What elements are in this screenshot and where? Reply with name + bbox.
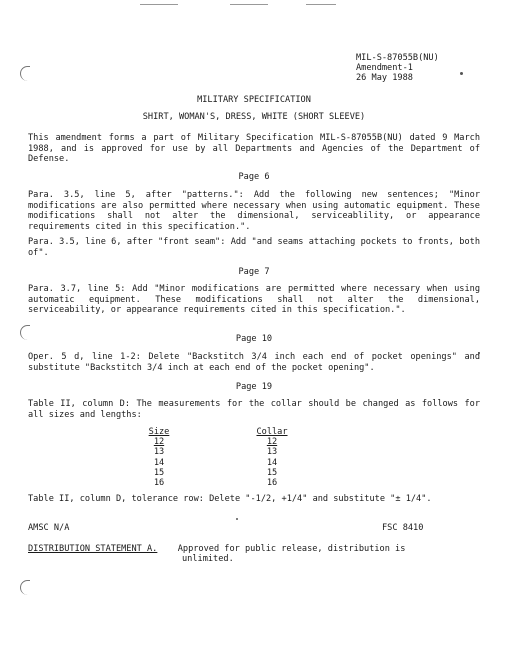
table-cell: 14 xyxy=(153,457,165,468)
punch-hole-mark xyxy=(20,580,30,595)
distribution-statement xyxy=(28,544,405,555)
table-row xyxy=(140,458,292,468)
table-cell: 13 xyxy=(153,447,165,458)
scan-line xyxy=(230,4,268,5)
amendment-paragraph: Para. 3.7, line 5: Add "Minor modifications are permitted where necessary when using automatic equipment. These modifications shall not alter the dimensional, serviceability, or appearance requirements cited in this specification.". xyxy=(28,284,480,316)
amendment-paragraph: Para. 3.5, line 6, after "front seam": Add "and seams attaching pockets to fronts, both of". xyxy=(28,237,480,258)
distribution-text-continued: unlimited. xyxy=(182,554,234,564)
collar-size-table xyxy=(140,427,292,488)
tolerance-paragraph: Table II, column D, tolerance row: Delete "-1/2, +1/4" and substitute "± 1/4". xyxy=(28,494,432,504)
distribution-text: Approved for public release, distribution is xyxy=(177,544,406,554)
page-reference: Page 19 xyxy=(235,382,273,392)
scan-line xyxy=(140,4,178,5)
speck xyxy=(236,518,238,520)
page-reference: Page 7 xyxy=(238,267,270,277)
table-cell: 16 xyxy=(266,478,278,489)
punch-hole-mark xyxy=(20,66,30,81)
distribution-label: DISTRIBUTION STATEMENT A. xyxy=(28,544,158,554)
table-cell: 12 xyxy=(266,437,278,448)
table-row xyxy=(140,468,292,478)
speck xyxy=(460,72,463,75)
table-row xyxy=(140,437,292,447)
amendment-paragraph: Oper. 5 d, line 1-2: Delete "Backstitch 3/4 inch each end of pocket openings" and substitute "Backstitch 3/4 inch at each end of the pocket opening". xyxy=(28,352,480,373)
page-reference: Page 10 xyxy=(235,334,273,344)
doc-number: MIL-S-87055B(NU) xyxy=(356,53,439,63)
amsc-code: AMSC N/A xyxy=(28,523,70,533)
doc-title: MILITARY SPECIFICATION xyxy=(197,95,311,105)
table-cell: 15 xyxy=(266,467,278,478)
scan-line xyxy=(306,4,336,5)
table-cell: 13 xyxy=(266,447,278,458)
table-header-size: Size xyxy=(148,427,170,437)
fsc-code: FSC 8410 xyxy=(382,523,424,533)
amendment-number: Amendment-1 xyxy=(356,63,413,73)
table-row xyxy=(140,478,292,488)
table-cell: 15 xyxy=(153,467,165,478)
intro-paragraph: This amendment forms a part of Military Specification MIL-S-87055B(NU) dated 9 March 1988, and is approved for use by all Departments and Agencies of the Department of Defense. xyxy=(28,133,480,165)
doc-subtitle: SHIRT, WOMAN'S, DRESS, WHITE (SHORT SLEEVE) xyxy=(142,112,366,122)
amendment-paragraph: Table II, column D: The measurements for the collar should be changed as follows for all sizes and lengths: xyxy=(28,399,480,420)
table-cell: 12 xyxy=(153,437,165,448)
table-row xyxy=(140,447,292,457)
page-reference: Page 6 xyxy=(238,172,270,182)
table-cell: 14 xyxy=(266,457,278,468)
table-header-collar: Collar xyxy=(256,427,288,437)
amendment-paragraph: Para. 3.5, line 5, after "patterns.": Add the following new sentences; "Minor modifications are also permitted where necessary when using automatic equipment. These modifications shall not alter the dimensional, serviceablility, or appearance requirements cited in this specification.". xyxy=(28,190,480,232)
table-cell: 16 xyxy=(153,478,165,489)
amendment-date: 26 May 1988 xyxy=(356,73,413,83)
